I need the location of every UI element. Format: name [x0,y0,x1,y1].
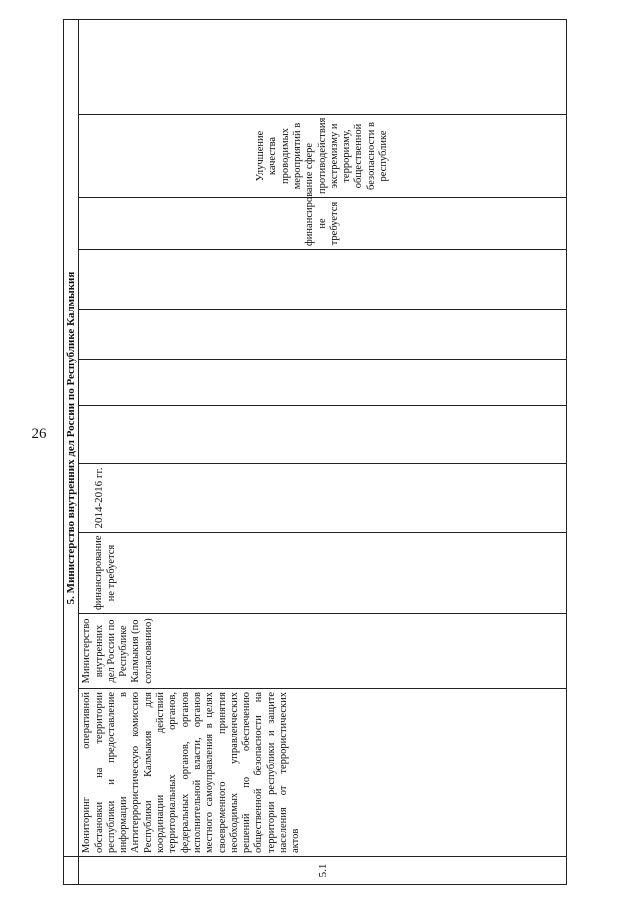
result-cell: Улучшение качества проводимых мероприятий в сфере противодействия экстремизму и терроризму, общественной безопасности в республике [79,115,567,198]
financing-repeat-cell: финансирование не требуется [79,198,567,250]
rotated-table-container [63,20,567,885]
program-table [63,19,567,885]
empty-cell-3 [79,310,567,360]
empty-cell-4 [79,250,567,310]
empty-cell-1 [79,406,567,464]
empty-cell-2 [79,360,567,406]
term-cell: 2014-2016 гг. [79,464,567,533]
measure-description: Мониторинг оперативной обстановки на территории республики и предоставление информации в Антитеррористическую комиссию Республики Калмыкия для координации действий территориальных органов, федеральных органов, органов исполнительной власти, органов местного самоуправления в целях своевременного принятия необходимых управленческих решений по обеспечению общественной безопасности на территории республики и защите населения от террористических актов [79,689,567,857]
section-title: 5. Министерство внутренних дел России по Республике Калмыкия [64,19,79,856]
executor-cell: Министерство внутренних дел России по Республике Калмыкия (по согласованию) [79,614,567,689]
empty-cell-5 [79,19,567,114]
row-number: 5.1 [79,857,567,885]
page-number: 26 [31,426,47,442]
financing-cell: финансирование не требуется [79,533,567,614]
header-blank-cell [64,857,79,885]
